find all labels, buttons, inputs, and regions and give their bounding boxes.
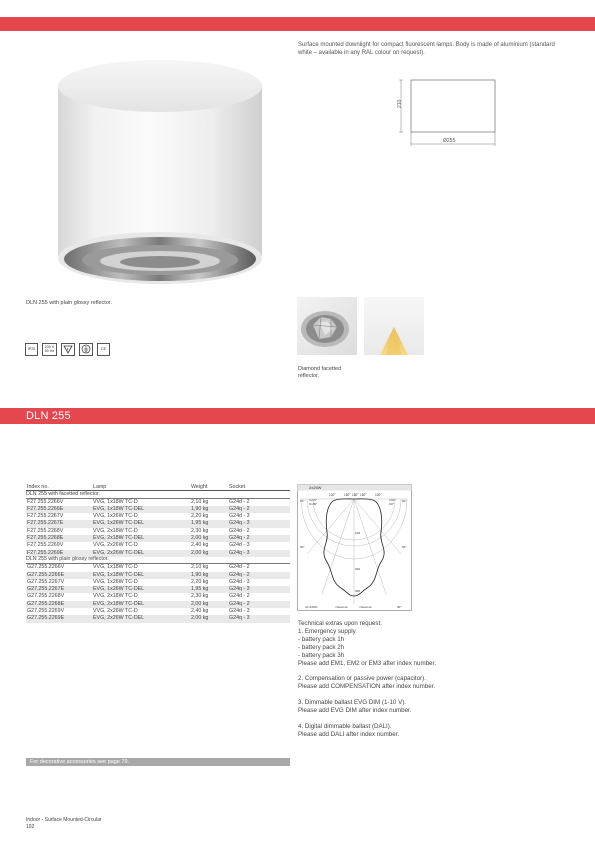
header-socket: Socket <box>229 483 246 490</box>
certification-symbols <box>25 342 110 356</box>
c-plane-label-right: C0° <box>389 502 395 506</box>
product-title-band <box>0 408 595 424</box>
extras-line: Please add EVG DIM after index number. <box>298 706 412 714</box>
cell-socket: G24d - 3 <box>229 578 250 585</box>
cell-socket: G24q - 3 <box>229 549 250 556</box>
cell-weight: 1,90 kg <box>191 505 209 512</box>
cell-socket: G24q - 3 <box>229 586 250 593</box>
cell-weight: 2,40 kg <box>191 542 209 549</box>
table-row <box>26 520 290 527</box>
extras-line: - battery pack 2h <box>298 643 345 651</box>
svg-text:F: F <box>66 347 70 352</box>
ce-icon: CE <box>97 343 110 356</box>
accessory-note-bar <box>26 758 290 766</box>
cell-weight: 2,10 kg <box>191 498 209 505</box>
angle-label: 180° <box>352 493 359 497</box>
product-photo <box>50 46 270 286</box>
angle-label: 150° <box>360 493 367 497</box>
cell-weight: 2,40 kg <box>191 608 209 615</box>
ground-icon <box>79 343 93 356</box>
table-row <box>26 528 290 535</box>
cell-lamp: EVG, 2x26W TC-DEL <box>93 549 145 556</box>
cell-index: G27.255.2268E <box>27 600 65 607</box>
height-dimension: 210 <box>397 99 403 108</box>
angle-60-right: 60° <box>402 545 407 549</box>
cell-index: G27.255.2266E <box>27 571 65 578</box>
cell-index: G27.255.2267E <box>27 586 65 593</box>
extras-line: 2. Compensation or passive power (capacitor). <box>298 675 426 683</box>
cell-weight: 2,00 kg <box>191 600 209 607</box>
cell-weight: 2,30 kg <box>191 593 209 600</box>
extras-intro: Technical extras upon request: <box>298 620 382 627</box>
cell-lamp: VVG, 2x18W TC-D <box>93 593 138 600</box>
cell-weight: 2,10 kg <box>191 564 209 571</box>
diamond-reflector-caption: Diamond facetted reflector. <box>298 366 342 379</box>
c-plane-label-left: C270° <box>309 498 318 502</box>
angle-label: 150° <box>344 493 351 497</box>
cell-index: F27.255.2268V <box>27 527 64 534</box>
cell-index: F27.255.2266V <box>27 498 64 505</box>
light-beam-photo <box>364 297 424 355</box>
extras-line: 1. Emergency supply <box>298 627 356 635</box>
table-row <box>26 608 290 615</box>
c-plane-label-right: C90° <box>389 498 396 502</box>
table-row <box>26 542 290 549</box>
extras-block-emergency <box>298 628 498 668</box>
table-row <box>26 506 290 513</box>
cell-index: G27.255.2269V <box>27 608 65 615</box>
extras-block-compensation <box>298 675 498 691</box>
extras-line: - battery pack 1h <box>298 635 345 643</box>
header-lamp: Lamp <box>93 483 107 490</box>
extras-line: 4. Digital dimmable ballast (DALI). <box>298 722 392 730</box>
table-row <box>26 513 290 520</box>
table-row <box>26 593 290 600</box>
angle-90-right: 90° <box>402 499 407 503</box>
table-row <box>26 564 290 571</box>
cell-lamp: VVG, 2x18W TC-D <box>93 527 138 534</box>
legend-item: =Gamma <box>359 605 372 609</box>
table-row <box>26 499 290 506</box>
cell-socket: G24q - 2 <box>229 535 250 542</box>
cell-lamp: VVG, 1x18W TC-D <box>93 564 138 571</box>
cell-index: G27.255.2266V <box>27 564 65 571</box>
cell-socket: G24q - 2 <box>229 571 250 578</box>
diamond-reflector-photo <box>297 297 357 355</box>
cell-weight: 2,20 kg <box>191 513 209 520</box>
cell-weight: 2,00 kg <box>191 615 209 622</box>
product-title: DLN 255 <box>26 410 71 422</box>
cell-socket: G24d - 2 <box>229 564 250 571</box>
cell-index: F27.255.2269V <box>27 542 64 549</box>
angle-60-left: 60° <box>300 545 305 549</box>
cell-index: F27.255.2268E <box>27 535 64 542</box>
cell-index: G27.255.2268V <box>27 593 65 600</box>
cell-socket: G24q - 3 <box>229 615 250 622</box>
angle-label: 120° <box>329 493 336 497</box>
cell-lamp: EVG, 1x26W TC-DEL <box>93 520 145 527</box>
table-row <box>26 586 290 593</box>
page-number: 192 <box>26 823 35 830</box>
extras-line: Please add COMPENSATION after index number. <box>298 683 436 691</box>
cell-weight: 2,20 kg <box>191 578 209 585</box>
cell-lamp: EVG, 2x18W TC-DEL <box>93 600 145 607</box>
c-plane-label-left: C180° <box>309 502 318 506</box>
cell-socket: G24d - 2 <box>229 593 250 600</box>
legend-item: =Gamma <box>335 605 348 609</box>
cell-index: G27.255.2267V <box>27 578 65 585</box>
technical-extras <box>298 620 498 746</box>
voltage-icon: 230 V 50 Hz <box>42 343 57 356</box>
page-footer <box>26 817 102 830</box>
table-row <box>26 572 290 579</box>
main-photo-caption: DLN 255 with plain glossy reflector. <box>26 300 112 306</box>
cell-socket: G24d - 3 <box>229 608 250 615</box>
f-mark-icon <box>61 343 75 356</box>
table-row <box>26 615 290 622</box>
cell-socket: G24d - 2 <box>229 498 250 505</box>
legend-item: 30° <box>397 605 402 609</box>
cell-lamp: VVG, 1x18W TC-D <box>93 498 138 505</box>
product-description: Surface mounted downlight for compact fluorescent lamps. Body is made of aluminium (standard white – available in any RAL colour on request). <box>298 42 555 56</box>
accessory-note: For decorative accessories see page 79. <box>30 759 130 765</box>
top-accent-band <box>0 17 595 31</box>
cell-index: G27.255.2269E <box>27 615 65 622</box>
cell-socket: G24q - 2 <box>229 600 250 607</box>
cell-socket: G24d - 3 <box>229 513 250 520</box>
cell-weight: 2,00 kg <box>191 549 209 556</box>
extras-line: - battery pack 3h <box>298 651 345 659</box>
cell-lamp: VVG, 2x26W TC-D <box>93 608 138 615</box>
cell-lamp: VVG, 1x26W TC-D <box>93 578 138 585</box>
angle-label: 120° <box>375 493 382 497</box>
table-row <box>26 535 290 542</box>
extras-block-dimmable <box>298 699 498 715</box>
diagram-title: 2x26W <box>309 485 322 490</box>
light-distribution-diagram <box>297 484 412 611</box>
cell-socket: G24q - 3 <box>229 520 250 527</box>
extras-block-dali <box>298 723 498 739</box>
header-index: Index no. <box>27 483 49 490</box>
ring-label: 100 <box>355 531 361 535</box>
cell-weight: 1,90 kg <box>191 571 209 578</box>
cell-lamp: VVG, 2x26W TC-D <box>93 542 138 549</box>
extras-line: Please add EM1, EM2 or EM3 after index number. <box>298 659 436 667</box>
cell-weight: 1,95 kg <box>191 586 209 593</box>
cell-index: F27.255.2267V <box>27 513 64 520</box>
angle-90-left: 90° <box>300 499 305 503</box>
cell-weight: 2,00 kg <box>191 535 209 542</box>
footer-section: Indoor - Surface Mounted-Circular <box>26 817 102 823</box>
product-table <box>26 484 290 623</box>
ring-label: 200 <box>355 567 361 571</box>
ip20-icon: IP20 <box>25 343 38 356</box>
table-row <box>26 601 290 608</box>
cell-lamp: EVG, 2x18W TC-DEL <box>93 535 145 542</box>
dimension-drawing <box>393 78 503 156</box>
cell-lamp: EVG, 2x26W TC-DEL <box>93 615 145 622</box>
cell-socket: G24q - 2 <box>229 505 250 512</box>
cell-lamp: EVG, 1x18W TC-DEL <box>93 505 145 512</box>
legend-item: ηc=100% <box>305 605 318 609</box>
diameter-dimension: Ø255 <box>443 138 456 144</box>
cell-index: F27.255.2266E <box>27 505 64 512</box>
cell-index: F27.255.2267E <box>27 520 64 527</box>
extras-line: 3. Dimmable ballast EVG DIM (1-10 V). <box>298 699 406 707</box>
cell-weight: 1,95 kg <box>191 520 209 527</box>
table-group-label: DLN 255 with plain glossy reflector. <box>26 557 290 564</box>
ring-label: 300 <box>355 589 361 593</box>
cell-lamp: EVG, 1x18W TC-DEL <box>93 571 145 578</box>
cell-socket: G24d - 2 <box>229 527 250 534</box>
header-weight: Weight <box>191 483 208 490</box>
cell-lamp: EVG, 1x26W TC-DEL <box>93 586 145 593</box>
cell-lamp: VVG, 1x26W TC-D <box>93 513 138 520</box>
cell-index: F27.255.2269E <box>27 549 64 556</box>
cell-weight: 2,30 kg <box>191 527 209 534</box>
table-group-label: DLN 255 with facetted reflector. <box>26 491 290 498</box>
cell-socket: G24d - 3 <box>229 542 250 549</box>
table-row <box>26 579 290 586</box>
extras-line: Please add DALI after index number. <box>298 730 400 738</box>
